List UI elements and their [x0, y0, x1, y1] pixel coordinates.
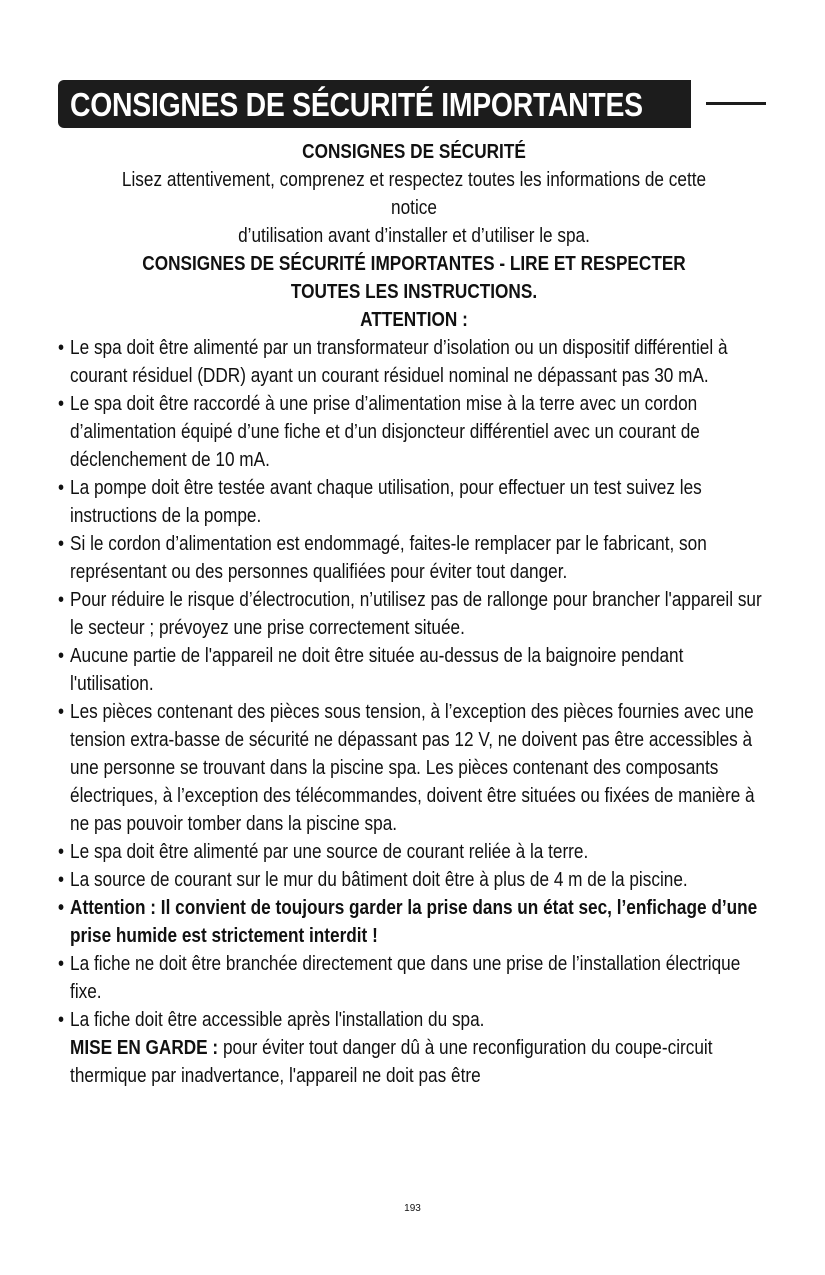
- title-rule: [706, 102, 766, 105]
- intro-line-2: d’utilisation avant d’installer et d’utiliser le spa.: [238, 225, 590, 247]
- list-item: • Le spa doit être alimenté par une source de courant reliée à la terre.: [58, 838, 770, 866]
- warning-label: MISE EN GARDE :: [70, 1037, 219, 1059]
- safety-list: [58, 334, 770, 1034]
- safety-heading: CONSIGNES DE SÉCURITÉ: [302, 141, 526, 163]
- list-item: • La source de courant sur le mur du bâtiment doit être à plus de 4 m de la piscine.: [58, 866, 770, 894]
- list-item: • La fiche ne doit être branchée directement que dans une prise de l’installation électrique fixe.: [58, 950, 770, 1006]
- attention-heading: ATTENTION :: [360, 309, 468, 331]
- list-item: • La pompe doit être testée avant chaque utilisation, pour effectuer un test suivez les instructions de la pompe.: [58, 474, 770, 530]
- list-item: • La fiche doit être accessible après l'installation du spa.: [58, 1006, 770, 1034]
- list-item: • Le spa doit être raccordé à une prise d’alimentation mise à la terre avec un cordon d’alimentation équipé d’une fiche et d’un disjoncteur différentiel avec un courant de déclenchement de 10 mA.: [58, 390, 770, 474]
- list-item: • Les pièces contenant des pièces sous tension, à l’exception des pièces fournies avec une tension extra-basse de sécurité ne dépassant pas 12 V, ne doivent pas être accessibles à une personne se trouvant dans la piscine spa. Les pièces contenant des composants électriques, à l’exception des télécommandes, doivent être situées ou fixées de manière à ne pas pouvoir tomber dans la piscine spa.: [58, 698, 770, 838]
- list-item: • Aucune partie de l'appareil ne doit être située au-dessus de la baignoire pendant l'utilisation.: [58, 642, 770, 698]
- warning-text: pour éviter tout danger dû à une reconfiguration du coupe-circuit thermique par inadvertance, l'appareil ne doit pas être: [70, 1037, 713, 1087]
- list-item: • Si le cordon d’alimentation est endommagé, faites-le remplacer par le fabricant, son représentant ou des personnes qualifiées pour éviter tout danger.: [58, 530, 770, 586]
- warning-note: [58, 1034, 770, 1090]
- list-item-bold-warning: • Attention : Il convient de toujours garder la prise dans un état sec, l’enfichage d’une prise humide est strictement interdit !: [58, 894, 770, 950]
- list-item: • Le spa doit être alimenté par un transformateur d’isolation ou un dispositif différentiel à courant résiduel (DDR) ayant un courant résiduel nominal ne dépassant pas 30 mA.: [58, 334, 770, 390]
- title-banner: [58, 80, 691, 128]
- safety-instructions: [58, 138, 770, 1090]
- page-title: CONSIGNES DE SÉCURITÉ IMPORTANTES: [70, 86, 643, 123]
- section-header: [58, 80, 768, 128]
- intro-line-1: Lisez attentivement, comprenez et respectez toutes les informations de cette notice: [121, 169, 707, 219]
- important-heading: CONSIGNES DE SÉCURITÉ IMPORTANTES - LIRE ET RESPECTER TOUTES LES INSTRUCTIONS.: [142, 253, 686, 303]
- list-item: • Pour réduire le risque d’électrocution, n’utilisez pas de rallonge pour brancher l'appareil sur le secteur ; prévoyez une prise correctement située.: [58, 586, 770, 642]
- page-number: 193: [404, 1203, 421, 1214]
